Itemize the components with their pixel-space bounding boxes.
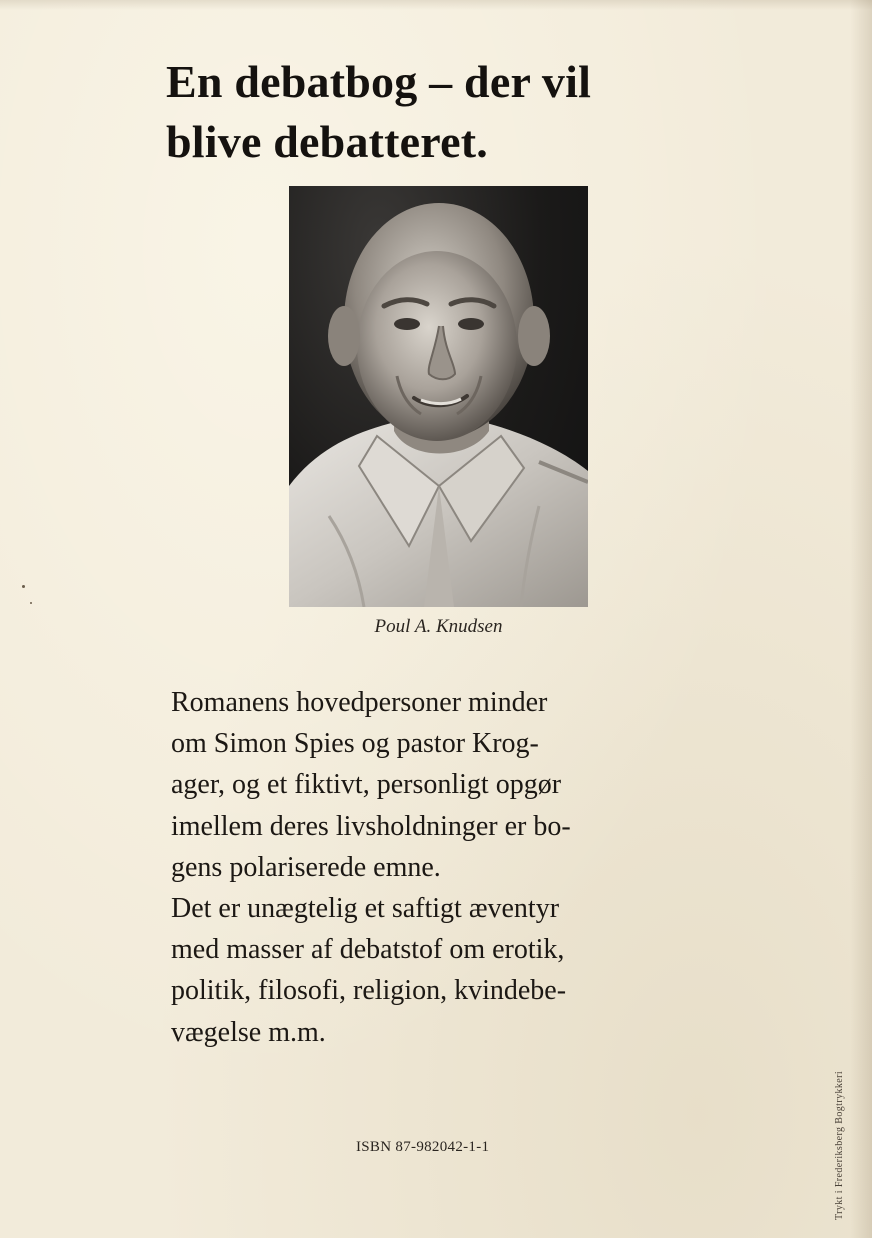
blurb-line: om Simon Spies og pastor Krog- [171,728,539,760]
blurb-line: Det er unægtelig et saftigt æventyr [171,893,560,925]
portrait-illustration [289,186,588,607]
blurb-line: ager, og et fiktivt, personligt opgør [171,769,562,801]
headline [166,52,786,172]
headline-line-1: En debatbog – der vil [166,56,592,107]
blurb-line: vægelse m.m. [171,1016,326,1048]
blurb-line: Romanens hovedpersoner minder [171,687,548,718]
blurb-line: imellem deres livsholdninger er bo- [171,810,571,842]
blurb-paragraph [171,682,731,1053]
author-portrait-photo [289,186,588,607]
paper-edge-shadow-top [0,0,872,10]
blurb-line: politik, filosofi, religion, kvindebe- [171,975,567,1007]
blurb-line: med masser af debatstof om erotik, [171,934,565,966]
blurb-line: gens polariserede emne. [171,851,441,883]
paper-speck [30,602,32,604]
paper-speck [22,585,25,588]
photo-caption: Poul A. Knudsen [374,616,503,637]
isbn-number: ISBN 87-982042-1-1 [356,1139,490,1155]
paper-edge-shadow-right [850,0,872,1238]
headline-line-2: blive debatteret. [166,116,488,167]
printer-credit: Trykt i Frederiksberg Bogtrykkeri [834,1070,845,1220]
